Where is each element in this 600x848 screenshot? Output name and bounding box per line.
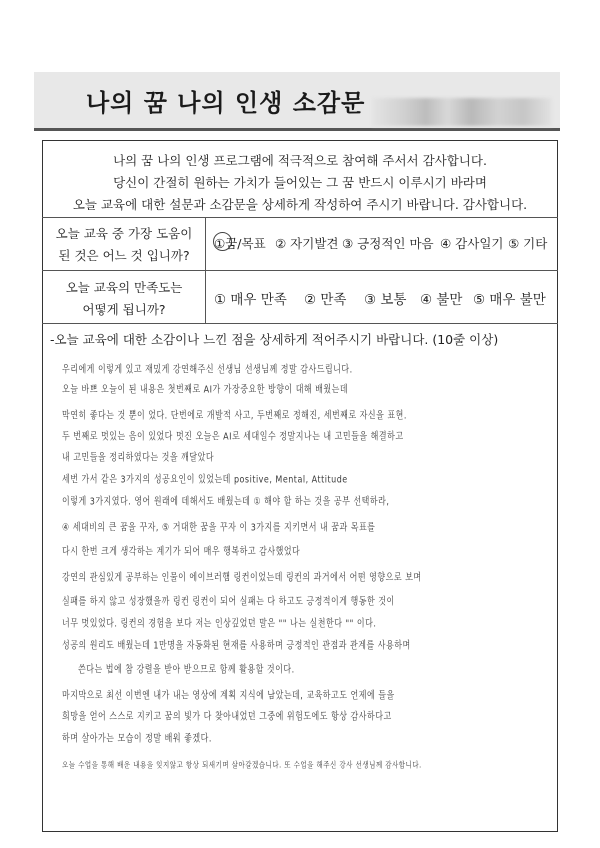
handwritten-line: 세번 가서 같은 3가지의 성공요인이 있었는데 positive, Mental, Attitude bbox=[62, 473, 348, 486]
handwritten-line: 이렇게 3가지였다. 영어 원래에 데해서도 배웠는데 ① 해야 할 하는 것을 공부 선택하라, bbox=[62, 495, 390, 508]
handwritten-line: 너무 멋있었다. 링컨의 경험을 보다 저는 인상깊었던 말은 "" 나는 실천한다 "" 이다. bbox=[62, 617, 377, 630]
handwritten-line: 두 번째로 멋있는 음이 있었다 멋진 오늘은 AI로 세대일수 정말지나는 내 고민들을 해결하고 bbox=[62, 430, 404, 443]
handwritten-line: 희망을 얻어 스스로 지키고 꿈의 빛가 다 찾아내었던 그중에 위험도에도 항상 감사하다고 bbox=[62, 710, 392, 723]
q2-option-2[interactable]: ② 만족 bbox=[304, 292, 347, 308]
divider bbox=[42, 323, 558, 324]
handwritten-line: 마지막으로 최선 이번엔 내가 내는 영상에 계획 지식에 남았는데, 교육하고도 언제에 들을 bbox=[62, 689, 395, 702]
question-2-line-2: 어떻게 됩니까? bbox=[82, 302, 166, 317]
handwritten-line: 강연의 관심있게 공부하는 인물이 에이브러햄 링컨이었는데 링컨의 과거에서 어떤 영향으로 보며 bbox=[62, 571, 422, 584]
q1-option-2[interactable]: ② 자기발견 bbox=[275, 236, 339, 251]
q2-option-1[interactable]: ① 매우 만족 bbox=[214, 292, 287, 308]
redacted-name-field bbox=[372, 98, 552, 126]
q2-option-4[interactable]: ④ 불만 bbox=[420, 292, 463, 308]
intro-line-3: 오늘 교육에 대한 설문과 소감문을 상세하게 작성하여 주시기 바랍니다. 감사합니다. bbox=[72, 197, 528, 212]
divider bbox=[42, 217, 558, 218]
handwritten-line: 막연히 좋다는 것 뿐이 었다. 단번에로 개발적 사고, 두번째로 정해진, 세번째로 자신을 표현. bbox=[62, 409, 407, 422]
column-divider bbox=[205, 217, 206, 323]
question-1-line-2: 된 것은 어느 것 입니까? bbox=[58, 248, 190, 263]
handwritten-line: 하며 살아가는 모습이 정말 배워 좋겠다. bbox=[62, 732, 212, 745]
handwritten-line: 다시 한번 크게 생각하는 계기가 되어 매우 행복하고 감사했었다 bbox=[62, 545, 301, 558]
handwritten-line: 쓴다는 법에 참 강렬을 받아 받으므로 함께 활용할 것이다. bbox=[78, 663, 295, 676]
q2-option-3[interactable]: ③ 보통 bbox=[364, 292, 407, 308]
question-1-line-1: 오늘 교육 중 가장 도움이 bbox=[55, 226, 193, 241]
intro-line-2: 당신이 간절히 원하는 가치가 들어있는 그 꿈 반드시 이루시기 바라며 bbox=[113, 175, 487, 190]
document-title: 나의 꿈 나의 인생 소감문 bbox=[86, 89, 366, 117]
handwritten-line: 성공의 원리도 배웠는데 1만명을 자동화된 현재를 사용하며 긍정적인 관점과 관계를 사용하며 bbox=[62, 639, 411, 652]
handwritten-line: 내 고민들을 정리하였다는 것을 깨달았다 bbox=[62, 451, 215, 464]
handwritten-line: 오늘 수업을 통해 배운 내용을 잊지않고 항상 되새기며 살아갈겠습니다. 또 수업을 해주신 강사 선생님께 감사합니다. bbox=[62, 760, 422, 771]
q1-option-3[interactable]: ③ 긍정적인 마음 bbox=[342, 236, 434, 251]
q1-option-5[interactable]: ⑤ 기타 bbox=[508, 236, 548, 251]
feedback-prompt: -오늘 교육에 대한 소감이나 느낀 점을 상세하게 적어주시기 바랍니다. (10줄 이상) bbox=[50, 332, 499, 347]
q1-option-1[interactable]: ①꿈/목표 bbox=[214, 236, 266, 251]
handwritten-line: 실패를 하지 않고 성장했을까 링컨 링컨이 되어 실패는 다 하고도 긍정적이게 행동한 것이 bbox=[62, 595, 395, 608]
handwritten-line: 오늘 바쁘 오늘이 된 내용은 첫번째로 AI가 가장중요한 방향이 대해 배웠는데 bbox=[62, 383, 349, 396]
handwritten-line: 우리에게 이렇게 있고 재밌게 강연해주신 선생님 선생님께 정말 감사드립니다. bbox=[62, 363, 353, 376]
handwritten-line: ④ 세대비의 큰 꿈을 꾸자, ⑤ 거대한 꿈을 꾸자 이 3가지를 지키면서 내 꿈과 목표를 bbox=[62, 521, 376, 534]
intro-line-1: 나의 꿈 나의 인생 프로그램에 적극적으로 참여해 주서서 감사합니다. bbox=[113, 153, 487, 168]
divider bbox=[42, 270, 558, 271]
q2-option-5[interactable]: ⑤ 매우 불만 bbox=[473, 292, 546, 308]
question-2-line-1: 오늘 교육의 만족도는 bbox=[65, 280, 183, 295]
q1-option-4[interactable]: ④ 감사일기 bbox=[440, 236, 504, 251]
